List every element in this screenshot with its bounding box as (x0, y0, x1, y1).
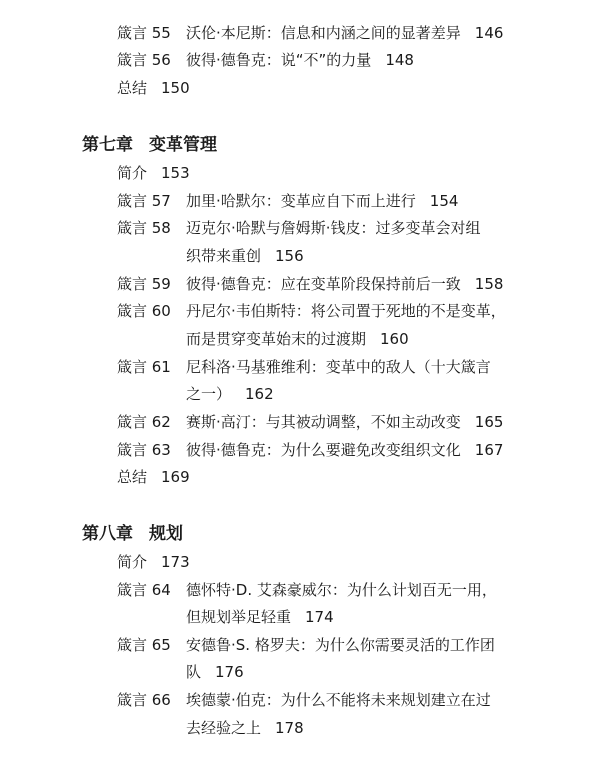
page-number: 156 (275, 247, 304, 265)
entry-text-continued: 织带来重创 (186, 247, 262, 265)
entry-text-continued: 但规划举足轻重 (186, 608, 292, 626)
entry-text: 德怀特·D. 艾森豪威尔：为什么计划百无一用， (186, 581, 497, 599)
page-number: 154 (429, 192, 459, 210)
entry-label: 简介 (117, 553, 148, 571)
page-number: 162 (245, 385, 274, 403)
entry-text: 迈克尔·哈默与詹姆斯·钱皮：过多变革会对组 (186, 219, 481, 237)
entry-text: 尼科洛·马基雅维利：变革中的敌人（十大箴言 (186, 358, 491, 376)
entry-label: 箴言 62 (117, 413, 171, 431)
entry-text: 赛斯·高汀：与其被动调整，不如主动改变 (186, 413, 461, 431)
entry-label: 箴言 55 (117, 24, 171, 42)
page-number: 165 (474, 413, 504, 431)
entry-text: 彼得·德鲁克：说“不”的力量 (186, 51, 372, 69)
page-number: 158 (474, 275, 504, 293)
entry-text-continued: 队 (186, 663, 202, 681)
entry-label: 箴言 64 (117, 581, 171, 599)
page-number: 174 (305, 608, 334, 626)
page-number: 146 (474, 24, 504, 42)
chapter-heading (82, 134, 217, 156)
entry-label: 箴言 58 (117, 219, 171, 237)
entry-label: 箴言 56 (117, 51, 171, 69)
entry-label: 箴言 61 (117, 358, 171, 376)
entry-text-continued: 之一） (186, 385, 232, 403)
entry-label: 箴言 57 (117, 192, 171, 210)
chapter-heading (82, 523, 183, 545)
page-number: 178 (275, 719, 304, 737)
page-number: 148 (385, 51, 414, 69)
page-number: 167 (474, 441, 504, 459)
entry-text: 埃德蒙·伯克：为什么不能将未来规划建立在过 (186, 691, 491, 709)
entry-label: 箴言 63 (117, 441, 171, 459)
chapter-title: 变革管理 (149, 135, 217, 155)
page-number: 160 (380, 330, 409, 348)
entry-label: 箴言 65 (117, 636, 171, 654)
entry-text: 沃伦·本尼斯：信息和内涵之间的显著差异 (186, 24, 461, 42)
entry-text: 丹尼尔·韦伯斯特：将公司置于死地的不是变革， (186, 302, 506, 320)
entry-label: 箴言 60 (117, 302, 171, 320)
chapter-number: 第七章 (82, 135, 133, 155)
entry-text-continued: 去经验之上 (186, 719, 262, 737)
entry-text: 安德鲁·S. 格罗夫：为什么你需要灵活的工作团 (186, 636, 495, 654)
page-number: 176 (215, 663, 244, 681)
entry-label: 总结 (117, 79, 148, 97)
entry-label: 箴言 66 (117, 691, 171, 709)
chapter-number: 第八章 (82, 524, 133, 544)
entry-text: 彼得·德鲁克：为什么要避免改变组织文化 (186, 441, 461, 459)
page-number: 153 (161, 164, 190, 182)
page-number: 173 (161, 553, 190, 571)
entry-text: 彼得·德鲁克：应在变革阶段保持前后一致 (186, 275, 461, 293)
page-number: 169 (161, 468, 190, 486)
entry-label: 箴言 59 (117, 275, 171, 293)
page-number: 150 (161, 79, 190, 97)
chapter-title: 规划 (149, 524, 183, 544)
entry-label: 总结 (117, 468, 148, 486)
entry-text: 加里·哈默尔：变革应自下而上进行 (186, 192, 416, 210)
entry-text-continued: 而是贯穿变革始末的过渡期 (186, 330, 367, 348)
entry-label: 简介 (117, 164, 148, 182)
